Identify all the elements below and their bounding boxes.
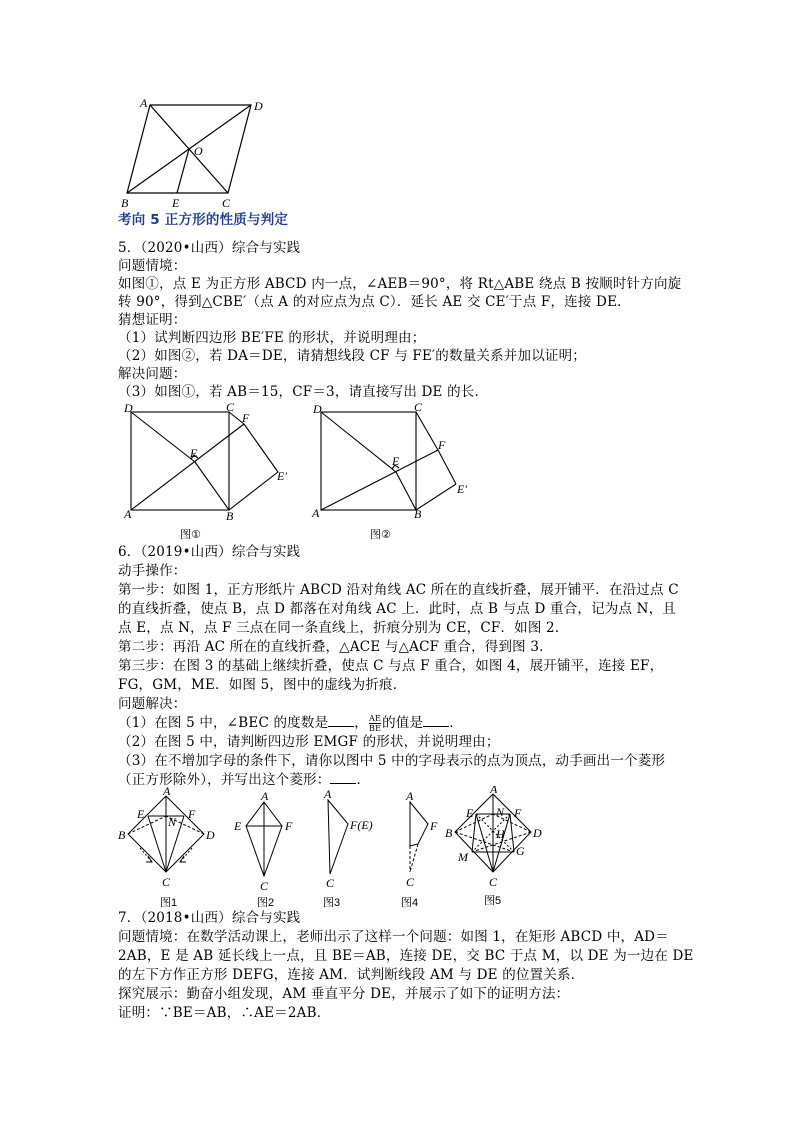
q6-part-3-line-1: （3）在不增加字母的条件下，请你以图中 5 中的字母表示的点为顶点，动手画出一个菱形: [118, 753, 666, 769]
fig2-label-c: C: [414, 400, 423, 414]
q5-part-1: （1）试判断四边形 BE′FE 的形状，并说明理由；: [118, 330, 426, 346]
f3-caption: 图3: [323, 897, 341, 909]
f1-label-c: C: [162, 875, 171, 889]
f5-label-f: F: [514, 806, 522, 820]
fig1-label-b: B: [226, 509, 234, 523]
q5-figure-1: [118, 400, 298, 546]
label-b: B: [121, 196, 129, 210]
f5-label-g: G: [516, 844, 525, 858]
fig1-label-f: F: [242, 411, 250, 425]
q6-step1-line-3: 点 E，点 N，点 F 三点在同一条直线上，折痕分别为 CE，CF．如图 2．: [118, 620, 569, 636]
f2-label-f: F: [285, 819, 293, 833]
fig2-label-d: D: [313, 402, 322, 416]
q5-situation-line-1: 如图①，点 E 为正方形 ABCD 内一点，∠AEB＝90°，将 Rt△ABE 绕点 B 按顺时针方向旋: [118, 276, 682, 292]
fig1-caption: 图①: [180, 529, 201, 541]
f5-label-b: B: [445, 826, 453, 840]
f1-label-f: F: [188, 807, 196, 821]
fig2-label-a: A: [312, 506, 320, 520]
f5-label-n: N: [496, 805, 505, 819]
f4-label-f: F: [430, 819, 438, 833]
q6-step1-line-2: 的直线折叠，使点 B，点 D 都落在对角线 AC 上．此时，点 B 与点 D 重合，记为点 N，且: [118, 601, 677, 617]
q6-part3-text-a: （正方形除外），并写出这个菱形：: [118, 772, 331, 788]
q6-part3-text-b: ．: [356, 772, 371, 788]
label-o: O: [194, 144, 203, 158]
label-c: C: [222, 196, 231, 210]
fig1-label-c: C: [226, 400, 235, 414]
f3-label-f-e: F(E): [350, 818, 373, 832]
f1-caption: 图1: [160, 897, 178, 909]
f1-label-b: B: [118, 828, 126, 842]
label-d: D: [254, 99, 263, 113]
q6-fraction-denominator: BE: [368, 724, 382, 733]
q6-answer-blank-3: [330, 771, 356, 784]
fig2-caption: 图②: [370, 529, 391, 541]
q5-conjecture-label: 猜想证明：: [118, 312, 187, 328]
f1-label-e: E: [137, 807, 145, 821]
f3-label-c: C: [326, 876, 335, 890]
fig1-label-d: D: [124, 401, 133, 415]
f2-caption: 图2: [257, 897, 275, 909]
q6-fraction: [369, 714, 381, 733]
f2-label-e: E: [234, 819, 242, 833]
f2-label-a: A: [261, 789, 269, 803]
q6-step3-line-2: FG，GM，ME．如图 5，图中的虚线为折痕．: [118, 677, 407, 693]
q7-line-3: 的左下方作正方形 DEFG，连接 AM．试判断线段 AM 与 DE 的位置关系．: [118, 967, 585, 983]
f5-label-a: A: [490, 786, 498, 796]
fig2-label-f: F: [438, 438, 446, 452]
q6-part1-text-c: 的值是: [382, 715, 424, 731]
fig1-label-e-prime: E': [277, 469, 287, 483]
fig1-label-e: E: [190, 446, 198, 460]
fig2-label-e-prime: E': [457, 482, 467, 496]
q6-part1-text-d: ．: [449, 715, 463, 731]
f3-label-a: A: [324, 787, 332, 801]
q6-part-2: （2）在图 5 中，请判断四边形 EMGF 的形状，并说明理由；: [118, 734, 500, 750]
q7-line-2: 2AB，E 是 AB 延长线上一点，且 BE＝AB，连接 DE，交 BC 于点 M，以 DE 为一边在 DE: [118, 948, 694, 964]
f2-label-c: C: [260, 879, 269, 893]
fig1-label-a: A: [124, 507, 132, 521]
q6-step3-line-1: 第三步：在图 3 的基础上继续折叠，使点 C 与点 F 重合，如图 4，展开铺平，连接 EF，: [118, 658, 664, 674]
f5-label-e: E: [466, 806, 474, 820]
q6-solve-label: 问题解决：: [118, 696, 187, 712]
f4-caption: 图4: [401, 897, 419, 909]
q7-line-5: 证明：∵BE＝AB，∴AE＝2AB．: [118, 1005, 331, 1021]
q5-part-3: （3）如图①，若 AB＝15，CF＝3，请直接写出 DE 的长．: [118, 384, 489, 400]
q5-situation-line-2: 转 90°，得到△CBE′（点 A 的对应点为点 C）．延长 AE 交 CE′于点 F，连接 DE．: [118, 294, 631, 310]
f5-label-m: M: [458, 850, 468, 864]
q6-title: 6．（2019•山西）综合与实践: [118, 544, 301, 560]
q6-part1-text-b: ，: [354, 715, 368, 731]
q6-step2: 第二步：再沿 AC 所在的直线折叠，△ACE 与△ACF 重合，得到图 3．: [118, 639, 553, 655]
f5-label-h: H: [496, 827, 505, 841]
f1-label-a: A: [163, 786, 171, 798]
q6-answer-blank-2: [423, 714, 449, 727]
section-heading: 考向 5 正方形的性质与判定: [118, 212, 289, 228]
q6-part1-text-a: （1）在图 5 中，∠BEC 的度数是: [118, 715, 329, 731]
q7-line-1: 问题情境：在数学活动课上，老师出示了这样一个问题：如图 1，在矩形 ABCD 中，AD＝: [118, 929, 669, 945]
f1-label-d: D: [206, 828, 215, 842]
q5-title: 5．（2020•山西）综合与实践: [118, 240, 301, 256]
q7-title: 7．（2018•山西）综合与实践: [118, 910, 301, 926]
fig2-label-b: B: [414, 507, 422, 521]
q7-line-4: 探究展示：勤奋小组发现，AM 垂直平分 DE，并展示了如下的证明方法：: [118, 986, 570, 1002]
f1-label-n: N: [168, 815, 177, 829]
label-a: A: [140, 96, 148, 110]
q6-step1-line-1: 第一步：如图 1，正方形纸片 ABCD 沿对角线 AC 所在的直线折叠，展开铺平．在沿过点 C: [118, 582, 679, 598]
f5-caption: 图5: [484, 895, 502, 907]
f5-label-d: D: [533, 826, 542, 840]
q5-part-2: （2）如图②，若 DA＝DE，请猜想线段 CF 与 FE′的数量关系并加以证明；: [118, 348, 586, 364]
q6-fraction-numerator: AE: [369, 714, 382, 723]
fig2-label-e: E: [392, 454, 400, 468]
f4-label-a: A: [406, 789, 414, 803]
q6-operation-label: 动手操作：: [118, 563, 187, 579]
q6-answer-blank-1: [328, 714, 354, 727]
q6-figures: [112, 786, 552, 910]
q5-figure-2: [308, 400, 488, 546]
q5-solve-label: 解决问题：: [118, 366, 187, 382]
q5-situation-label: 问题情境：: [118, 258, 187, 274]
label-e: E: [172, 196, 180, 210]
f4-label-c: C: [406, 875, 415, 889]
parallelogram-figure: [118, 95, 278, 213]
f5-label-c: C: [489, 875, 498, 889]
